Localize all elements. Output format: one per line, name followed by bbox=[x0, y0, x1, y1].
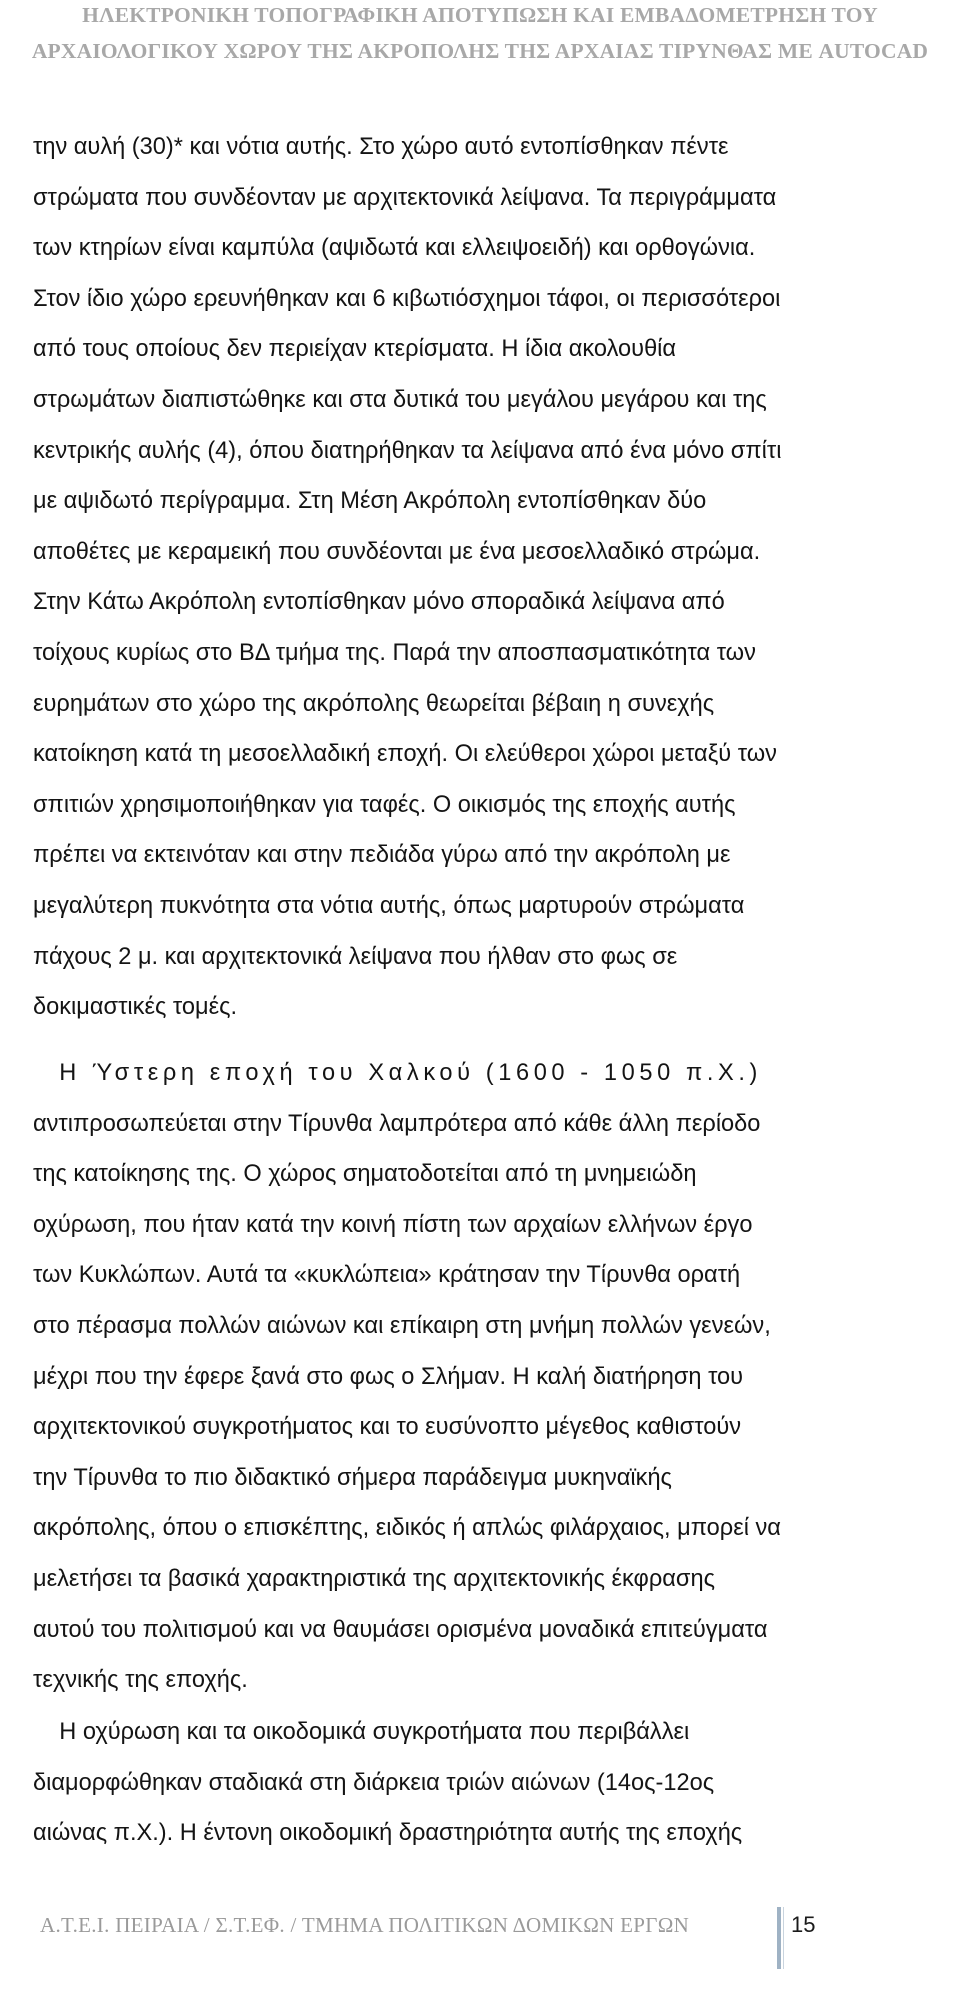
text-line: της κατοίκησης της. Ο χώρος σηματοδοτείται από τη μνημειώδη bbox=[33, 1161, 697, 1188]
text-line: τοίχους κυρίως στο ΒΔ τμήμα της. Παρά την αποσπασματικότητα των bbox=[33, 639, 756, 666]
section-heading-line bbox=[33, 1048, 960, 1099]
text-line: την αυλή (30)* και νότια αυτής. Στο χώρο αυτό εντοπίσθηκαν πέντε bbox=[33, 134, 729, 160]
page-number: 15 bbox=[791, 1912, 816, 1937]
text-line: στρωμάτων διαπιστώθηκε και στα δυτικά του μεγάλου μεγάρου και της bbox=[33, 386, 767, 413]
text-line: διαμορφώθηκαν σταδιακά στη διάρκεια τριών αιώνων (14ος-12ος bbox=[33, 1769, 715, 1796]
text-line: οχύρωση, που ήταν κατά την κοινή πίστη των αρχαίων ελλήνων έργο bbox=[33, 1211, 753, 1238]
paragraph-3 bbox=[33, 1707, 960, 1859]
text-line: κεντρικής αυλής (4), όπου διατηρήθηκαν τα λείψανα από ένα μόνο σπίτι bbox=[33, 437, 782, 464]
text-line: σπιτιών χρησιμοποιήθηκαν για ταφές. Ο οικισμός της εποχής αυτής bbox=[33, 791, 736, 818]
header-title-line-1: ΗΛΕΚΤΡΟΝΙΚΗ ΤΟΠΟΓΡΑΦΙΚΗ ΑΠΟΤΥΠΩΣΗ ΚΑΙ ΕΜΒΑΔΟΜΕΤΡΗΣΗ ΤΟΥ bbox=[82, 3, 878, 27]
paragraph-2 bbox=[33, 1048, 960, 1706]
text-line: τεχνικής της εποχής. bbox=[33, 1667, 248, 1694]
text-line: την Τίρυνθα το πιο διδακτικό σήμερα παράδειγμα μυκηναϊκής bbox=[33, 1464, 672, 1491]
text-line: πρέπει να εκτεινόταν και στην πεδιάδα γύρω από την ακρόπολη με bbox=[33, 842, 731, 869]
text-line: στρώματα που συνδέονταν με αρχιτεκτονικά λείψανα. Τα περιγράμματα bbox=[33, 184, 777, 211]
text-line: ευρημάτων στο χώρο της ακρόπολης θεωρείται βέβαιη η συνεχής bbox=[33, 690, 715, 717]
header-title-line-2: ΑΡΧΑΙΟΛΟΓΙΚΟΥ ΧΩΡΟΥ ΤΗΣ ΑΚΡΟΠΟΛΗΣ ΤΗΣ ΑΡΧΑΙΑΣ ΤΙΡΥΝΘΑΣ ΜΕ AUTOCAD bbox=[31, 39, 929, 63]
text-line: των Κυκλώπων. Αυτά τα «κυκλώπεια» κράτησαν την Τίρυνθα ορατή bbox=[33, 1262, 741, 1289]
page-footer bbox=[0, 1905, 960, 1975]
text-line: αρχιτεκτονικού συγκροτήματος και το ευσύνοπτο μέγεθος καθιστούν bbox=[33, 1414, 742, 1441]
text-line: αντιπροσωπεύεται στην Τίρυνθα λαμπρότερα από κάθε άλλη περίοδο bbox=[33, 1110, 761, 1137]
text-line: Στην Κάτω Ακρόπολη εντοπίσθηκαν μόνο σποραδικά λείψανα από bbox=[33, 589, 725, 616]
text-line: Στον ίδιο χώρο ερευνήθηκαν και 6 κιβωτιόσχημοι τάφοι, οι περισσότεροι bbox=[33, 285, 781, 312]
footer-institution: Α.Τ.Ε.Ι. ΠΕΙΡΑΙΑ / Σ.Τ.ΕΦ. / ΤΜΗΜΑ ΠΟΛΙΤΙΚΩΝ ΔΟΜΙΚΩΝ ΕΡΓΩΝ bbox=[40, 1913, 690, 1937]
text-line: αυτού του πολιτισμού και να θαυμάσει ορισμένα μοναδικά επιτεύγματα bbox=[33, 1616, 768, 1643]
paragraph-1 bbox=[33, 122, 960, 1033]
text-line: πάχους 2 μ. και αρχιτεκτονικά λείψανα που ήλθαν στο φως σε bbox=[33, 943, 678, 970]
text-line: από τους οποίους δεν περιείχαν κτερίσματα. Η ίδια ακολουθία bbox=[33, 336, 677, 363]
text-line: αποθέτες με κεραμεική που συνδέονται με ένα μεσοελλαδικό στρώμα. bbox=[33, 538, 761, 565]
text-line: στο πέρασμα πολλών αιώνων και επίκαιρη στη μνήμη πολλών γενεών, bbox=[33, 1312, 771, 1339]
text-run: Η οχύρωση και τα οικοδομικά συγκροτήματα που περιβάλλει bbox=[59, 1719, 690, 1745]
text-line: κατοίκηση κατά τη μεσοελλαδική εποχή. Οι ελεύθεροι χώροι μεταξύ των bbox=[33, 741, 777, 768]
text-line: των κτηρίων είναι καμπύλα (αψιδωτά και ελλειψοειδή) και ορθογώνια. bbox=[33, 235, 756, 262]
text-line: μέχρι που την έφερε ξανά στο φως ο Σλήμαν. Η καλή διατήρηση του bbox=[33, 1363, 744, 1390]
section-heading: Η Ύστερη εποχή του Χαλκού (1600 - 1050 π.Χ.) bbox=[59, 1060, 762, 1086]
page-header bbox=[0, 0, 960, 69]
text-line: μεγαλύτερη πυκνότητα στα νότια αυτής, όπως μαρτυρούν στρώματα bbox=[33, 892, 745, 919]
text-line: με αψιδωτό περίγραμμα. Στη Μέση Ακρόπολη εντοπίσθηκαν δύο bbox=[33, 488, 707, 515]
text-line: δοκιμαστικές τομές. bbox=[33, 994, 238, 1021]
text-line: αιώνας π.Χ.). Η έντονη οικοδομική δραστηριότητα αυτής της εποχής bbox=[33, 1820, 743, 1847]
footer-divider bbox=[777, 1907, 781, 1969]
text-line: ακρόπολης, όπου ο επισκέπτης, ειδικός ή απλώς φιλάρχαιος, μπορεί να bbox=[33, 1515, 781, 1542]
footer-divider-accent bbox=[783, 1907, 784, 1969]
text-line: μελετήσει τα βασικά χαρακτηριστικά της αρχιτεκτονικής έκφρασης bbox=[33, 1565, 715, 1592]
text-line-indented bbox=[33, 1707, 960, 1758]
